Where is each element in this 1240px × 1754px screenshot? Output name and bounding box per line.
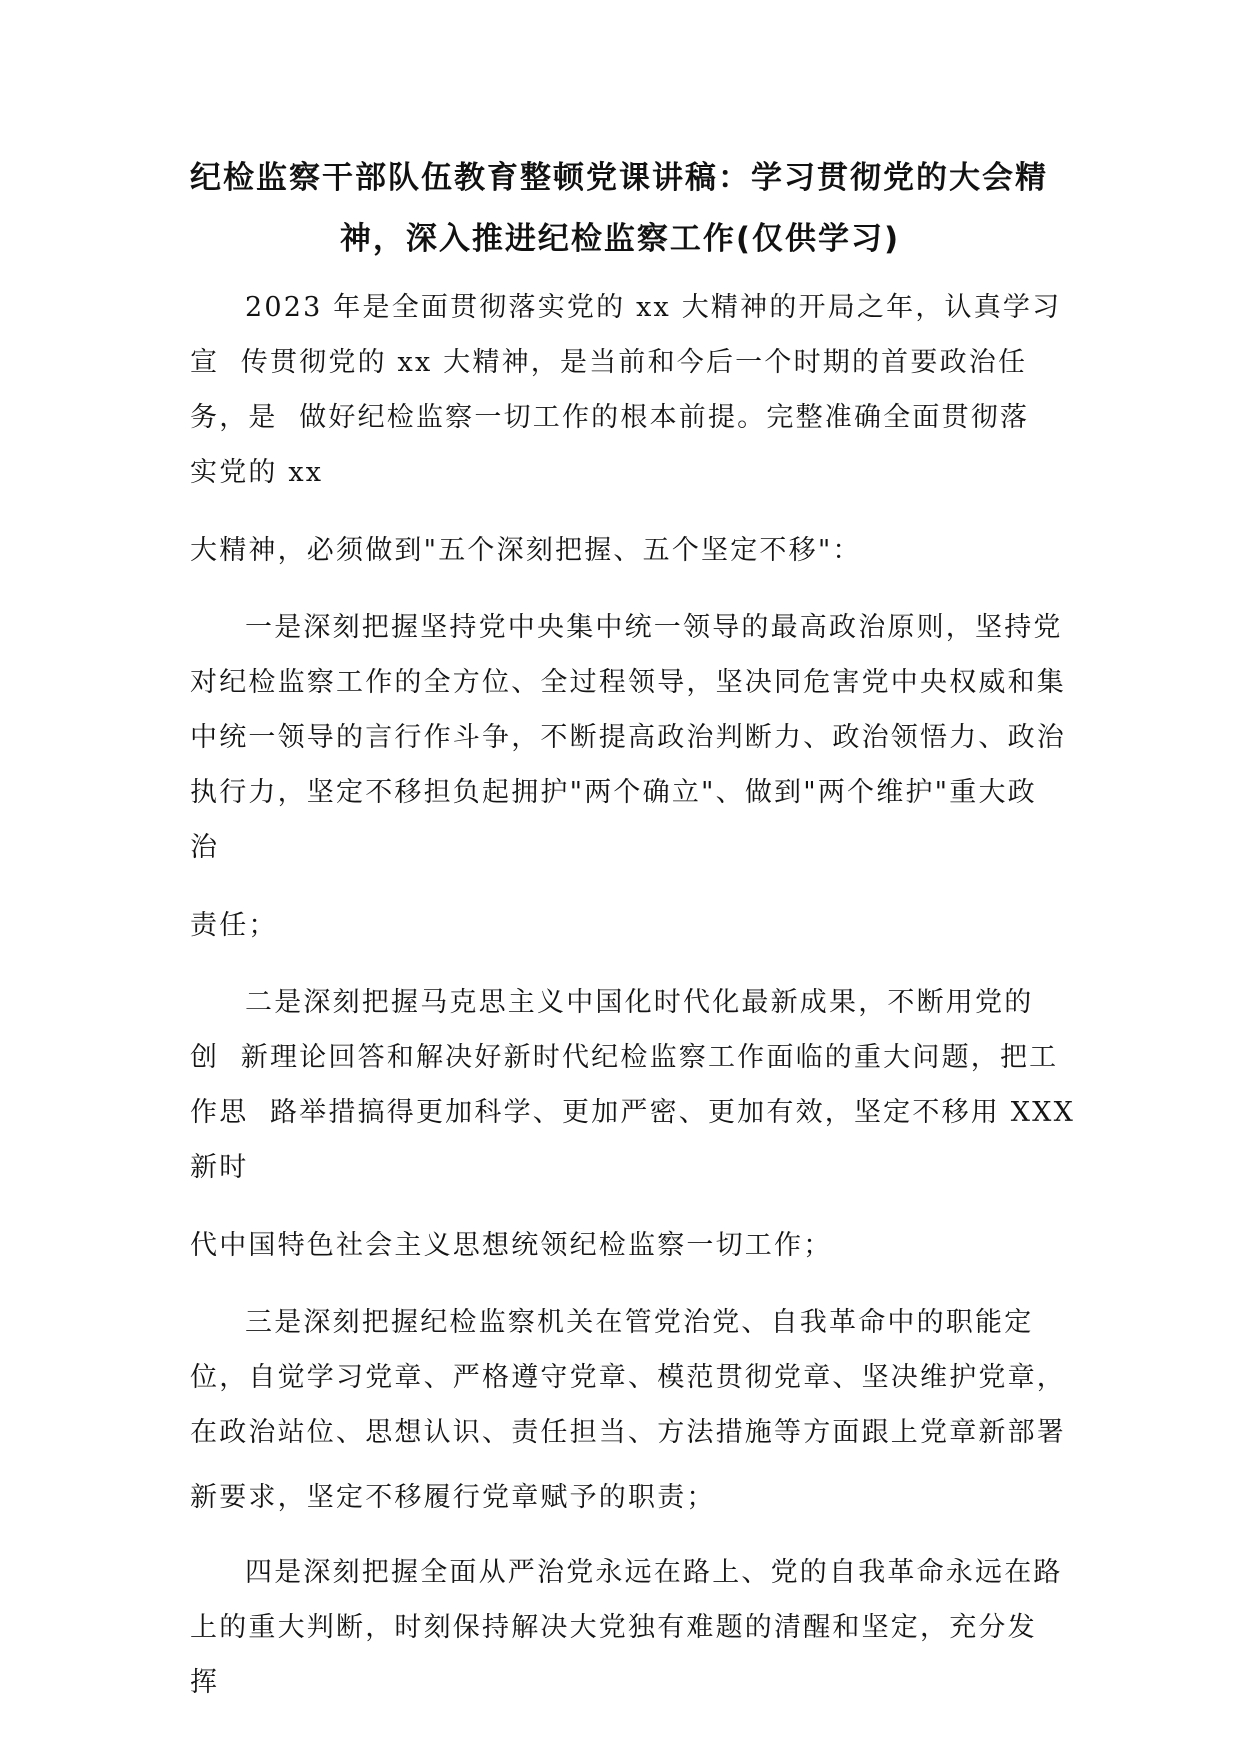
paragraph-line: 在政治站位、思想认识、责任担当、方法措施等方面跟上党章新部署	[190, 1417, 1066, 1448]
paragraph-line: 四是深刻把握全面从严治党永远在路上、党的自我革命永远在路	[245, 1557, 1063, 1588]
paragraph-line: 责任；	[190, 910, 278, 941]
paragraph-line: 二是深刻把握马克思主义中国化时代化最新成果，不断用党的	[245, 987, 1034, 1018]
paragraph-line: 代中国特色社会主义思想统领纪检监察一切工作；	[190, 1230, 833, 1261]
paragraph-line: 作思 路举措搞得更加科学、更加严密、更加有效，坚定不移用 XXX	[190, 1097, 1076, 1128]
paragraph-line: 创 新理论回答和解决好新时代纪检监察工作面临的重大问题，把工	[190, 1042, 1059, 1073]
paragraph-line: 大精神，必须做到"五个深刻把握、五个坚定不移"：	[190, 535, 862, 566]
paragraph-line: 上的重大判断，时刻保持解决大党独有难题的清醒和坚定，充分发	[190, 1612, 1037, 1643]
paragraph-line: 一是深刻把握坚持党中央集中统一领导的最高政治原则，坚持党	[245, 612, 1063, 643]
document-title-line-1: 纪检监察干部队伍教育整顿党课讲稿：学习贯彻党的大会精	[190, 160, 1048, 196]
paragraph-line: 执行力，坚定不移担负起拥护"两个确立"、做到"两个维护"重大政	[190, 777, 1037, 808]
paragraph-line: 宣 传贯彻党的 xx 大精神，是当前和今后一个时期的首要政治任	[190, 347, 1028, 378]
paragraph-line: 挥	[190, 1667, 220, 1698]
paragraph-line: 2023 年是全面贯彻落实党的 xx 大精神的开局之年，认真学习	[245, 292, 1062, 323]
paragraph-line: 对纪检监察工作的全方位、全过程领导，坚决同危害党中央权威和集	[190, 667, 1066, 698]
paragraph-line: 实党的 xx	[190, 457, 324, 488]
document-title-line-2: 神，深入推进纪检监察工作(仅供学习)	[339, 221, 901, 257]
paragraph-line: 新时	[190, 1152, 249, 1183]
paragraph-line: 务，是 做好纪检监察一切工作的根本前提。完整准确全面贯彻落	[190, 402, 1030, 433]
paragraph-line: 新要求，坚定不移履行党章赋予的职责；	[190, 1482, 716, 1513]
paragraph-line: 中统一领导的言行作斗争，不断提高政治判断力、政治领悟力、政治	[190, 722, 1066, 753]
paragraph-line: 三是深刻把握纪检监察机关在管党治党、自我革命中的职能定	[245, 1307, 1034, 1338]
paragraph-line: 位，自觉学习党章、严格遵守党章、模范贯彻党章、坚决维护党章，	[190, 1362, 1066, 1393]
paragraph-line: 治	[190, 832, 220, 863]
